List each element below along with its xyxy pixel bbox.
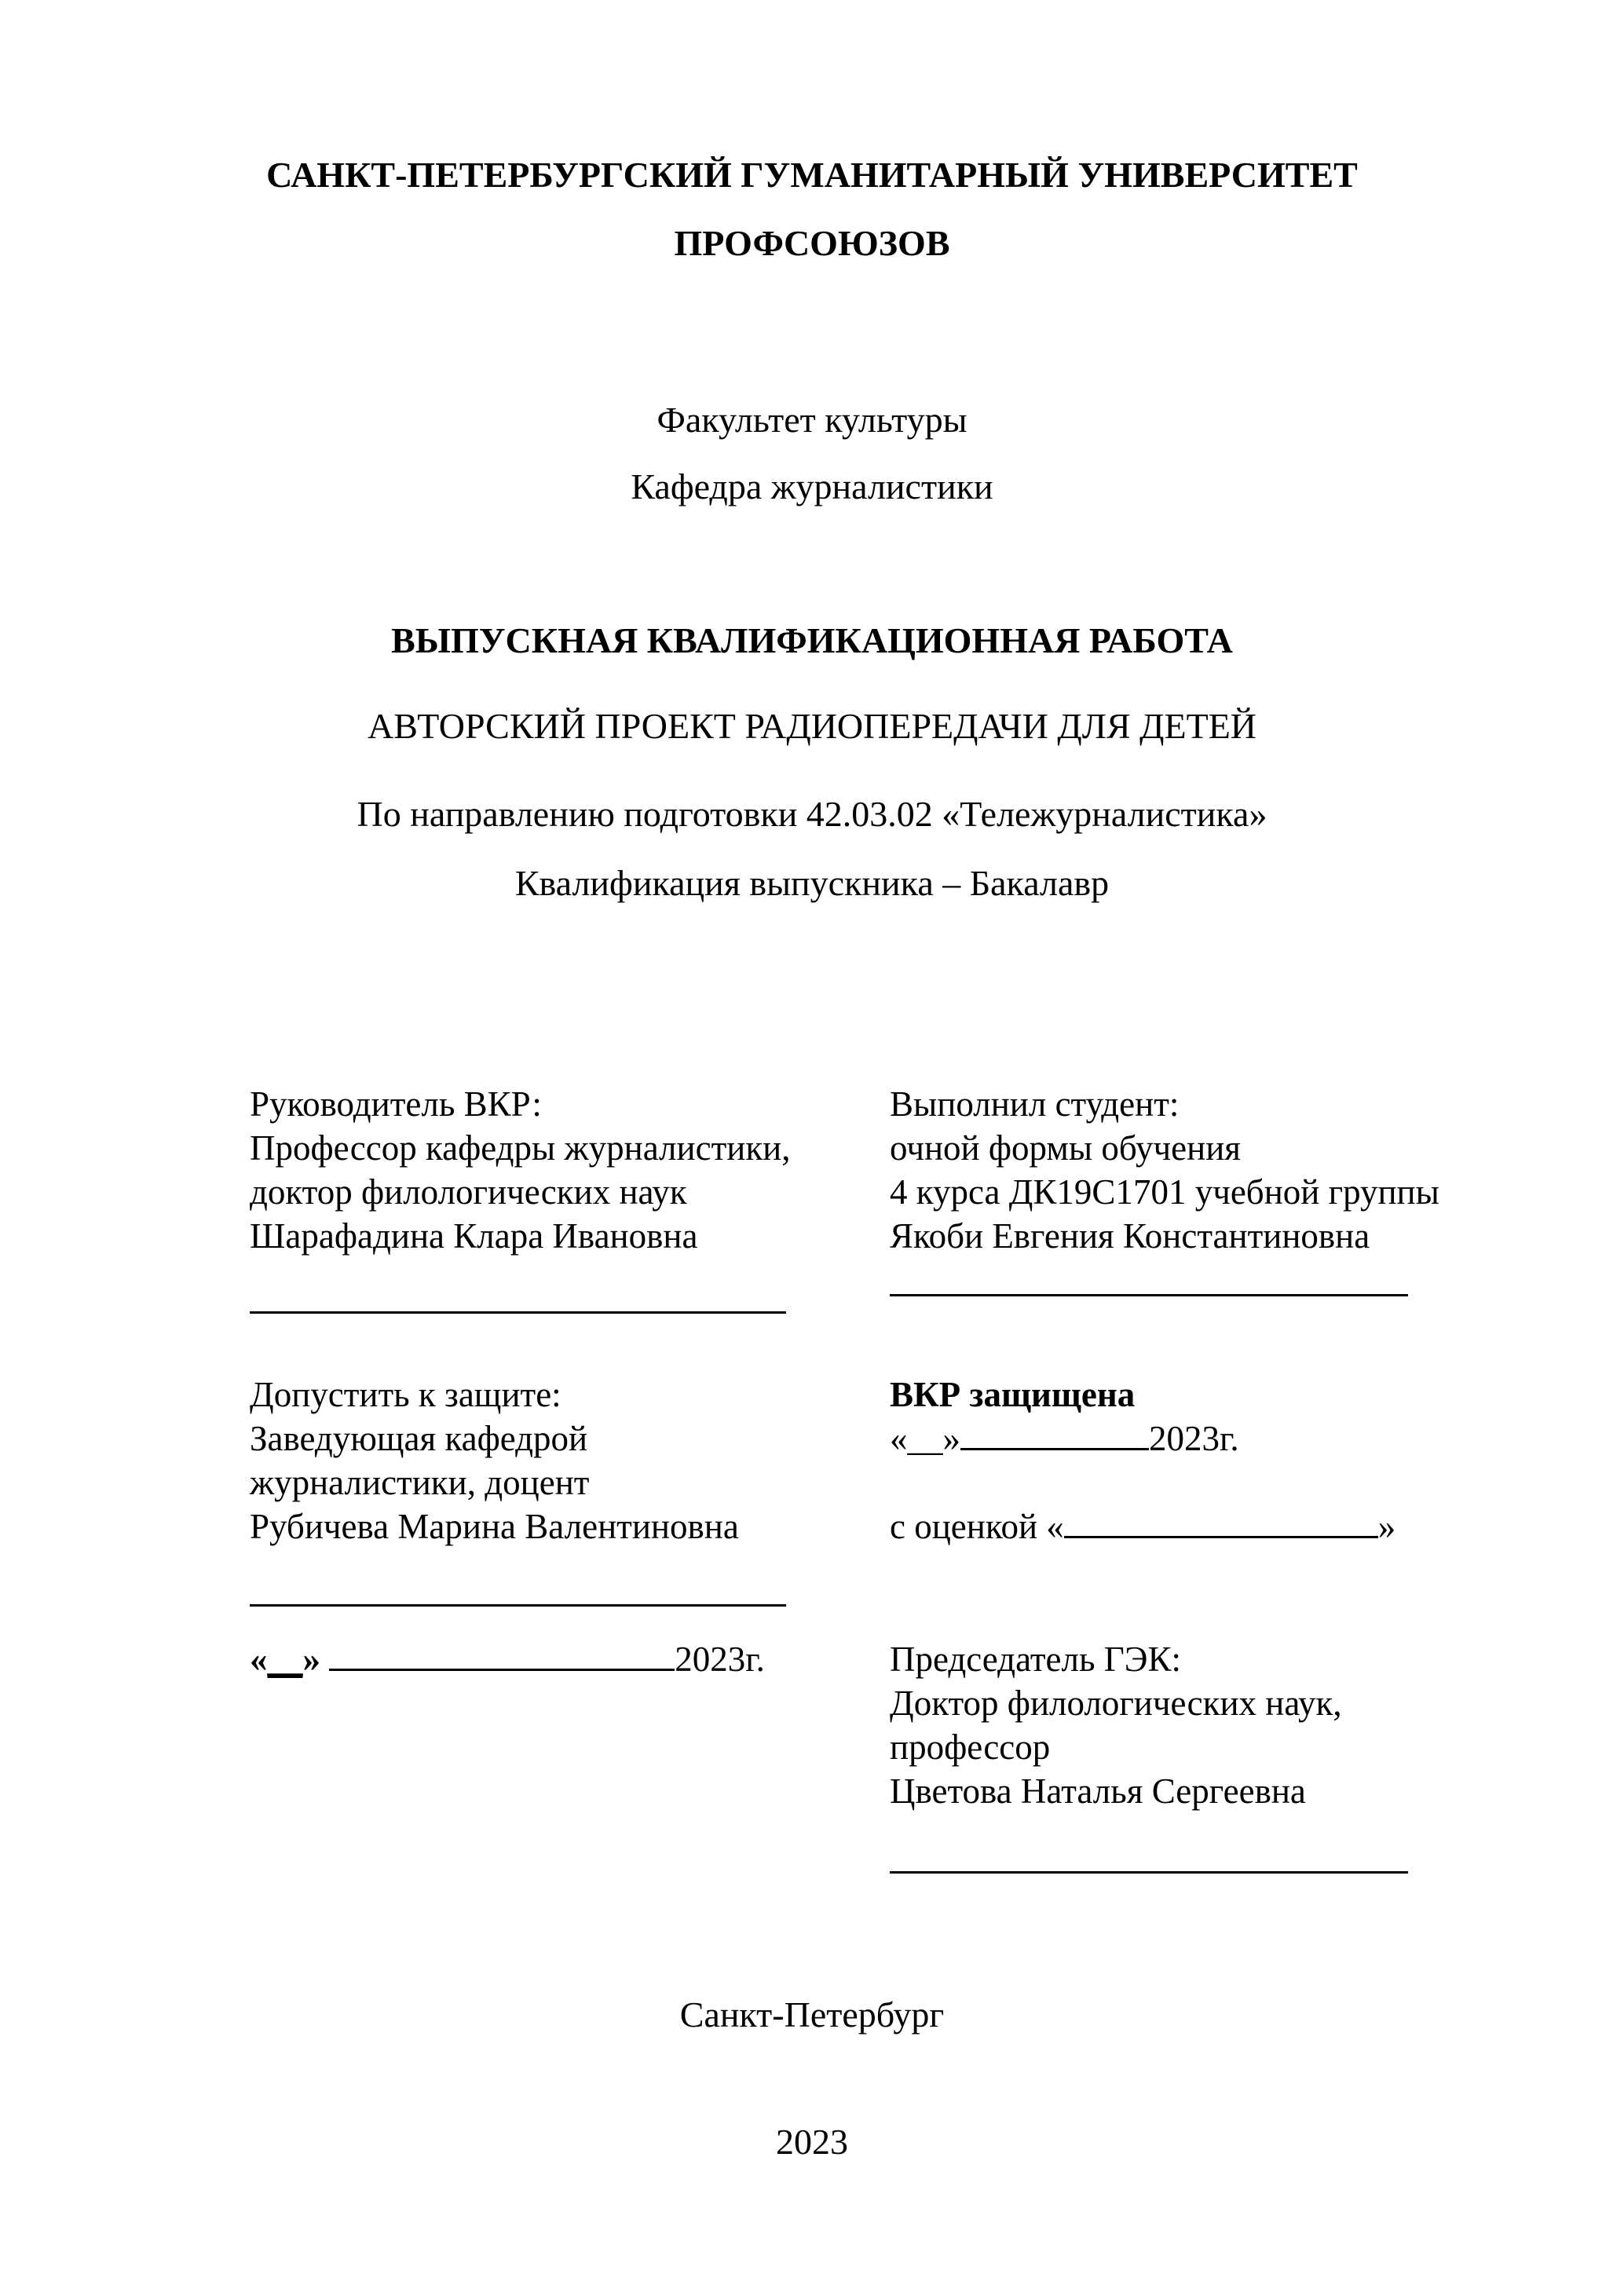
supervisor-degree: доктор филологических наук bbox=[250, 1172, 687, 1212]
city: Санкт-Петербург bbox=[679, 1994, 945, 2035]
admission-date-day: __ bbox=[267, 1640, 303, 1679]
admission-date-close-quote: » bbox=[302, 1640, 320, 1679]
university-name-line1: САНКТ-ПЕТЕРБУРГСКИЙ ГУМАНИТАРНЫЙ УНИВЕРСИТЕТ bbox=[266, 155, 1358, 195]
work-title: АВТОРСКИЙ ПРОЕКТ РАДИОПЕРЕДАЧИ ДЛЯ ДЕТЕЙ bbox=[367, 706, 1257, 746]
admission-date-month-blank bbox=[329, 1640, 675, 1671]
student-label: Выполнил студент: bbox=[890, 1084, 1180, 1124]
commission-degree: Доктор филологических наук, bbox=[890, 1684, 1342, 1723]
supervisor-signature-line bbox=[250, 1311, 786, 1314]
admission-position-line1: Заведующая кафедрой bbox=[250, 1419, 588, 1458]
defense-grade bbox=[890, 1504, 1395, 1548]
admission-name: Рубичева Марина Валентиновна bbox=[250, 1507, 739, 1546]
student-signature-line bbox=[890, 1294, 1408, 1296]
defense-label: ВКР защищена bbox=[890, 1375, 1136, 1414]
admission-label: Допустить к защите: bbox=[250, 1375, 561, 1414]
defense-date-day: «__» bbox=[890, 1419, 960, 1458]
work-type: ВЫПУСКНАЯ КВАЛИФИКАЦИОННАЯ РАБОТА bbox=[391, 620, 1233, 660]
commission-name: Цветова Наталья Сергеевна bbox=[890, 1771, 1306, 1811]
student-name: Якоби Евгения Константиновна bbox=[890, 1216, 1370, 1256]
admission-date bbox=[250, 1637, 765, 1681]
defense-grade-suffix: » bbox=[1377, 1507, 1396, 1546]
defense-grade-prefix: с оценкой « bbox=[890, 1507, 1064, 1546]
commission-block bbox=[890, 1637, 1342, 1813]
admission-block bbox=[250, 1373, 739, 1548]
supervisor-label: Руководитель ВКР: bbox=[250, 1084, 542, 1124]
supervisor-name: Шарафадина Клара Ивановна bbox=[250, 1216, 698, 1256]
student-form: очной формы обучения bbox=[890, 1128, 1241, 1168]
qualification: Квалификация выпускника – Бакалавр bbox=[514, 863, 1110, 903]
defense-grade-blank bbox=[1064, 1508, 1378, 1538]
commission-label: Председатель ГЭК: bbox=[890, 1640, 1181, 1679]
student-group: 4 курса ДК19С1701 учебной группы bbox=[890, 1172, 1439, 1212]
defense-date bbox=[890, 1417, 1395, 1461]
study-direction: По направлению подготовки 42.03.02 «Тележурналистика» bbox=[357, 794, 1267, 834]
supervisor-block bbox=[250, 1082, 791, 1258]
admission-signature-line bbox=[250, 1604, 786, 1607]
commission-title: профессор bbox=[890, 1727, 1051, 1767]
student-block bbox=[890, 1082, 1439, 1258]
admission-date-year: 2023г. bbox=[675, 1640, 765, 1679]
commission-signature-line bbox=[890, 1871, 1408, 1874]
defense-date-month-blank bbox=[960, 1420, 1149, 1450]
admission-position-line2: журналистики, доцент bbox=[250, 1463, 590, 1502]
defense-block bbox=[890, 1373, 1395, 1548]
admission-date-open-quote: « bbox=[250, 1640, 268, 1679]
supervisor-position: Профессор кафедры журналистики, bbox=[250, 1128, 791, 1168]
faculty: Факультет культуры bbox=[657, 400, 967, 440]
department: Кафедра журналистики bbox=[631, 466, 993, 506]
defense-date-year: 2023г. bbox=[1149, 1419, 1239, 1458]
year: 2023 bbox=[776, 2122, 848, 2162]
university-name-line2: ПРОФСОЮЗОВ bbox=[674, 223, 950, 263]
